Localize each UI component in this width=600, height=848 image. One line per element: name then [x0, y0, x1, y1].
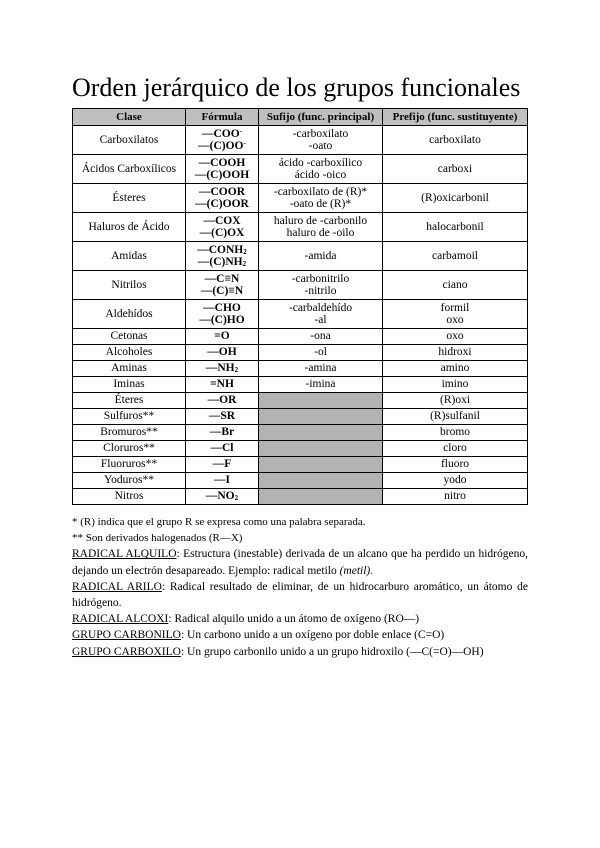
table-row [73, 155, 528, 184]
cell-formula: —F [186, 457, 259, 473]
cell-prefijo: carbamoil [383, 242, 528, 271]
cell-formula: —COX —(C)OX [186, 213, 259, 242]
table-row [73, 393, 528, 409]
cell-clase: Cloruros** [73, 441, 186, 457]
cell-sufijo-empty [259, 425, 383, 441]
cell-clase: Aldehídos [73, 300, 186, 329]
cell-clase: Fluoruros** [73, 457, 186, 473]
table-row [73, 473, 528, 489]
definition-radical-alquilo: RADICAL ALQUILO: Estructura (inestable) derivada de un alcano que ha perdido un hidrógeno, dejando un electrón desapareado. Ejemplo: radical metilo (metil). [72, 548, 528, 577]
term-radical-alquilo: RADICAL ALQUILO [72, 548, 177, 561]
table-row [73, 271, 528, 300]
cell-sufijo: -amida [259, 242, 383, 271]
table-row [73, 329, 528, 345]
cell-prefijo: cloro [383, 441, 528, 457]
cell-sufijo: -carbonitrilo -nitrilo [259, 271, 383, 300]
cell-prefijo: (R)oxicarbonil [383, 184, 528, 213]
cell-prefijo: hidroxi [383, 345, 528, 361]
header-sufijo: Sufijo (func. principal) [259, 109, 383, 126]
cell-sufijo: -ona [259, 329, 383, 345]
cell-sufijo: -ol [259, 345, 383, 361]
cell-formula: $—NO_2$ [186, 489, 259, 505]
cell-formula: —COO- —(C)OO- [186, 126, 259, 155]
definition-grupo-carboxilo: GRUPO CARBOXILO: Un grupo carbonilo unido a un grupo hidroxilo (—C(=O)—OH) [72, 645, 484, 658]
header-clase: Clase [73, 109, 186, 126]
table-row [73, 213, 528, 242]
table-row [73, 377, 528, 393]
cell-clase: Éteres [73, 393, 186, 409]
cell-formula: —I [186, 473, 259, 489]
header-formula: Fórmula [186, 109, 259, 126]
cell-sufijo-empty [259, 393, 383, 409]
cell-clase: Aminas [73, 361, 186, 377]
cell-prefijo: ciano [383, 271, 528, 300]
definition-radical-alcoxi: RADICAL ALCOXI: Radical alquilo unido a un átomo de oxígeno (RO—) [72, 613, 420, 626]
cell-prefijo: imino [383, 377, 528, 393]
table-row [73, 242, 528, 271]
table-header-row [73, 109, 528, 126]
page-title: Orden jerárquico de los grupos funcionales [72, 73, 521, 102]
cell-formula: —C≡N —(C)≡N [186, 271, 259, 300]
footnote-r-group: * (R) indica que el grupo R se expresa como una palabra separada. [72, 516, 366, 528]
cell-clase: Yoduros** [73, 473, 186, 489]
cell-formula: —OH [186, 345, 259, 361]
cell-sufijo: -carboxilato de (R)* -oato de (R)* [259, 184, 383, 213]
cell-sufijo: haluro de -carbonilo haluro de -oilo [259, 213, 383, 242]
cell-clase: Haluros de Ácido [73, 213, 186, 242]
table-row [73, 441, 528, 457]
cell-clase: Ésteres [73, 184, 186, 213]
cell-formula: =O [186, 329, 259, 345]
notes-section [72, 514, 528, 660]
cell-prefijo: amino [383, 361, 528, 377]
table-row [73, 361, 528, 377]
cell-prefijo: bromo [383, 425, 528, 441]
cell-sufijo-empty [259, 457, 383, 473]
cell-sufijo: -carbaldehído -al [259, 300, 383, 329]
cell-sufijo-empty [259, 441, 383, 457]
cell-formula: —Cl [186, 441, 259, 457]
cell-prefijo: yodo [383, 473, 528, 489]
cell-formula: —SR [186, 409, 259, 425]
table-row [73, 345, 528, 361]
cell-sufijo-empty [259, 473, 383, 489]
cell-clase: Ácidos Carboxílicos [73, 155, 186, 184]
cell-clase: Bromuros** [73, 425, 186, 441]
table-row [73, 184, 528, 213]
table-row [73, 126, 528, 155]
cell-formula: =NH [186, 377, 259, 393]
cell-prefijo: nitro [383, 489, 528, 505]
cell-prefijo: halocarbonil [383, 213, 528, 242]
table-row [73, 425, 528, 441]
cell-formula: —OR [186, 393, 259, 409]
functional-groups-table [72, 108, 528, 505]
term-radical-alcoxi: RADICAL ALCOXI [72, 613, 169, 626]
header-prefijo: Prefijo (func. sustituyente) [383, 109, 528, 126]
cell-clase: Iminas [73, 377, 186, 393]
cell-clase: Carboxilatos [73, 126, 186, 155]
cell-prefijo: formil oxo [383, 300, 528, 329]
cell-clase: Nitrilos [73, 271, 186, 300]
cell-clase: Amidas [73, 242, 186, 271]
cell-sufijo: -carboxilato -oato [259, 126, 383, 155]
cell-clase: Sulfuros** [73, 409, 186, 425]
cell-formula: $—CONH_2$ $—(C)NH_2$ [186, 242, 259, 271]
cell-prefijo: oxo [383, 329, 528, 345]
term-grupo-carboxilo: GRUPO CARBOXILO [72, 645, 181, 658]
table-row [73, 300, 528, 329]
cell-prefijo: carboxilato [383, 126, 528, 155]
cell-formula: $—NH_2$ [186, 361, 259, 377]
cell-formula: —Br [186, 425, 259, 441]
definition-radical-arilo: RADICAL ARILO: Radical resultado de eliminar, de un hidrocarburo aromático, un átomo de hidrógeno. [72, 580, 528, 610]
cell-sufijo: -amina [259, 361, 383, 377]
cell-sufijo: -imina [259, 377, 383, 393]
table-row [73, 457, 528, 473]
cell-prefijo: carboxi [383, 155, 528, 184]
term-grupo-carbonilo: GRUPO CARBONILO [72, 629, 181, 642]
cell-prefijo: (R)sulfanil [383, 409, 528, 425]
cell-sufijo-empty [259, 409, 383, 425]
cell-prefijo: (R)oxi [383, 393, 528, 409]
table-row [73, 409, 528, 425]
cell-clase: Nitros [73, 489, 186, 505]
term-radical-arilo: RADICAL ARILO [72, 580, 162, 593]
cell-formula: —COOH —(C)OOH [186, 155, 259, 184]
definition-grupo-carbonilo: GRUPO CARBONILO: Un carbono unido a un oxígeno por doble enlace (C=O) [72, 629, 445, 642]
cell-formula: —COOR —(C)OOR [186, 184, 259, 213]
cell-clase: Cetonas [73, 329, 186, 345]
table-row [73, 489, 528, 505]
footnote-halogen: ** Son derivados halogenados (R—X) [72, 532, 243, 545]
cell-formula: —CHO —(C)HO [186, 300, 259, 329]
cell-prefijo: fluoro [383, 457, 528, 473]
cell-clase: Alcoholes [73, 345, 186, 361]
cell-sufijo-empty [259, 489, 383, 505]
cell-sufijo: ácido -carboxílico ácido -oico [259, 155, 383, 184]
